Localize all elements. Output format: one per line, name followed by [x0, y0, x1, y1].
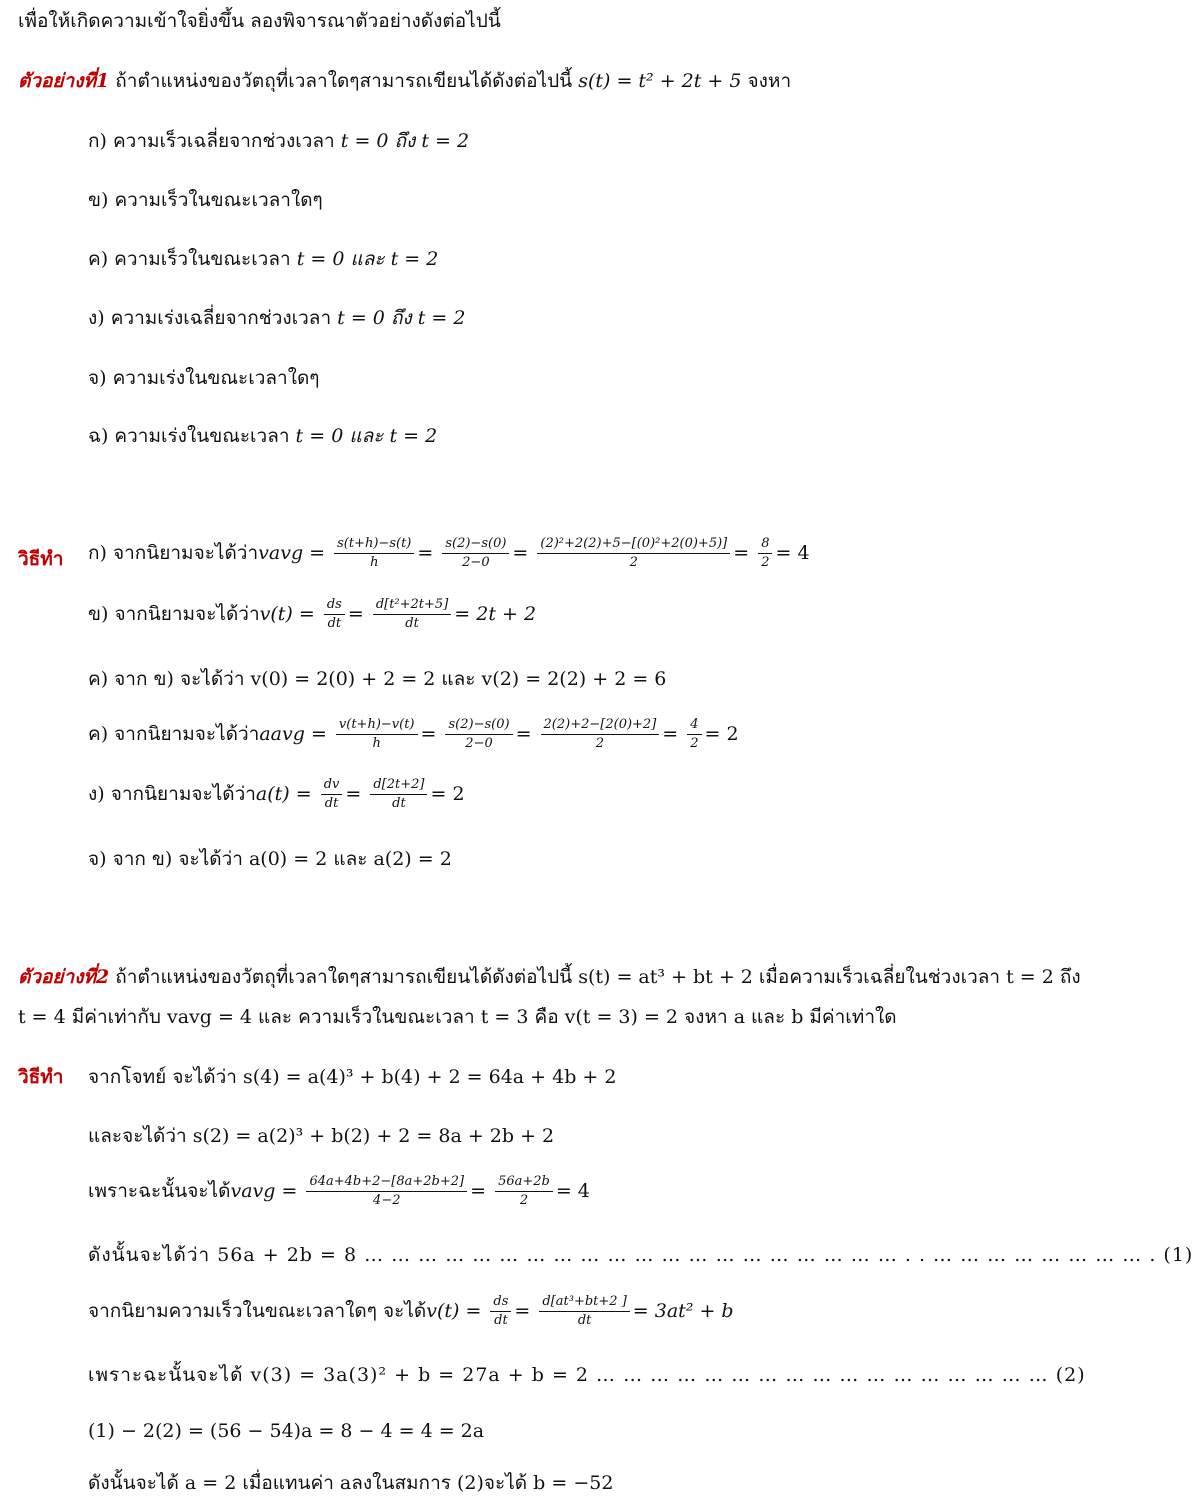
- example1-item-c: ค) ความเร็วในขณะเวลา t = 0 และ t = 2: [88, 248, 439, 270]
- solution2-label: วิธีทำ: [18, 1066, 64, 1088]
- example1-item-f: ฉ) ความเร่งในขณะเวลา t = 0 และ t = 2: [88, 425, 438, 447]
- example1-tail: จงหา: [741, 70, 792, 92]
- solution2-line2: และจะได้ว่า s(2) = a(2)³ + b(2) + 2 = 8a + 2b + 2: [88, 1125, 555, 1147]
- solution2-line5: จากนิยามความเร็วในขณะเวลาใดๆ จะได้v(t) = $\frac{ds}{dt}$ = $\frac{\text{d[at³+bt+2 ]}}{dt}$ = 3at² + b: [88, 1294, 734, 1329]
- example1-item-a: ก) ความเร็วเฉลี่ยจากช่วงเวลา t = 0 ถึง t = 2: [88, 130, 470, 152]
- solution2-line3: เพราะฉะนั้นจะได้vavg = $\frac{64a+4b+2-[8a+2b+2]}{4-2}$ = $\frac{56a+2b}{2}$ = 4: [88, 1174, 590, 1209]
- example1-item-b: ข) ความเร็วในขณะเวลาใดๆ: [88, 189, 323, 211]
- solution2-line7: (1) − 2(2) = (56 − 54)a = 8 − 4 = 4 = 2a: [88, 1420, 485, 1442]
- solution2-line6: เพราะฉะนั้นจะได้ v(3) = 3a(3)² + b = 27a + b = 2 … … … … … … … … … … … … … … … … … (2): [88, 1364, 1086, 1386]
- solution1-step-e: ง) จากนิยามจะได้ว่าa(t) = $\frac{dv}{dt}$ = $\frac{d[2t+2]}{dt}$ = 2: [88, 777, 465, 812]
- solution1-step-f: จ) จาก ข) จะได้ว่า a(0) = 2 และ a(2) = 2: [88, 848, 452, 870]
- solution1-step-b: ข) จากนิยามจะได้ว่าv(t) = $\frac{ds}{dt}$ = $\frac{\text{d[t²+2t+5]}}{dt}$ = 2t + 2: [88, 597, 537, 632]
- example1-item-d: ง) ความเร่งเฉลี่ยจากช่วงเวลา t = 0 ถึง t = 2: [88, 307, 466, 329]
- solution2-line1: จากโจทย์ จะได้ว่า s(4) = a(4)³ + b(4) + 2 = 64a + 4b + 2: [88, 1066, 617, 1088]
- example1-text: ถ้าตำแหน่งของวัตถุที่เวลาใดๆสามารถเขียนได้ดังต่อไปนี้: [109, 70, 579, 92]
- solution1-step-a: ก) จากนิยามจะได้ว่าvavg = $\frac{s(t+h)-s(t)}{h}$ = $\frac{s(2)-s(0)}{2-0}$ = $\frac{\text{(2)²+2(2)+5−[(0)²+2(0)+5)]}}{2}$ = $\frac{8}{2}$ = 4: [88, 536, 810, 571]
- example1-item-e: จ) ความเร่งในขณะเวลาใดๆ: [88, 367, 320, 389]
- solution1-step-c: ค) จาก ข) จะได้ว่า v(0) = 2(0) + 2 = 2 และ v(2) = 2(2) + 2 = 6: [88, 668, 667, 690]
- solution2-line8: ดังนั้นจะได้ a = 2 เมื่อแทนค่า aลงในสมการ (2)จะได้ b = −52: [88, 1472, 614, 1494]
- solution1-step-d: ค) จากนิยามจะได้ว่าaavg = $\frac{v(t+h)-v(t)}{h}$ = $\frac{s(2)-s(0)}{2-0}$ = $\frac{2(2)+2-[2(0)+2]}{2}$ = $\frac{4}{2}$ = 2: [88, 717, 739, 752]
- example1-label: ตัวอย่างที่1: [18, 70, 110, 92]
- solution1-label: วิธีทำ: [18, 548, 64, 570]
- intro-text: เพื่อให้เกิดความเข้าใจยิ่งขึ้น ลองพิจารณาตัวอย่างดังต่อไปนี้: [18, 10, 501, 32]
- example2-statement-line2: t = 4 มีค่าเท่ากับ vavg = 4 และ ความเร็วในขณะเวลา t = 3 คือ v(t = 3) = 2 จงหา a และ b มีค่าเท่าใด: [18, 1006, 897, 1028]
- example1-statement: [18, 70, 791, 93]
- example2-label: ตัวอย่างที่2: [18, 966, 110, 988]
- solution2-line4: ดังนั้นจะได้ว่า 56a + 2b = 8 … … … … … … … … … … … … … … … … … … … … . . … … … … … … … … . (1): [88, 1244, 1193, 1266]
- example1-formula: s(t) = t² + 2t + 5: [578, 70, 742, 92]
- example2-statement-line1: ตัวอย่างที่2 ถ้าตำแหน่งของวัตถุที่เวลาใดๆสามารถเขียนได้ดังต่อไปนี้ s(t) = at³ + bt + 2 เมื่อความเร็วเฉลี่ยในช่วงเวลา t = 2 ถึง: [18, 966, 1081, 988]
